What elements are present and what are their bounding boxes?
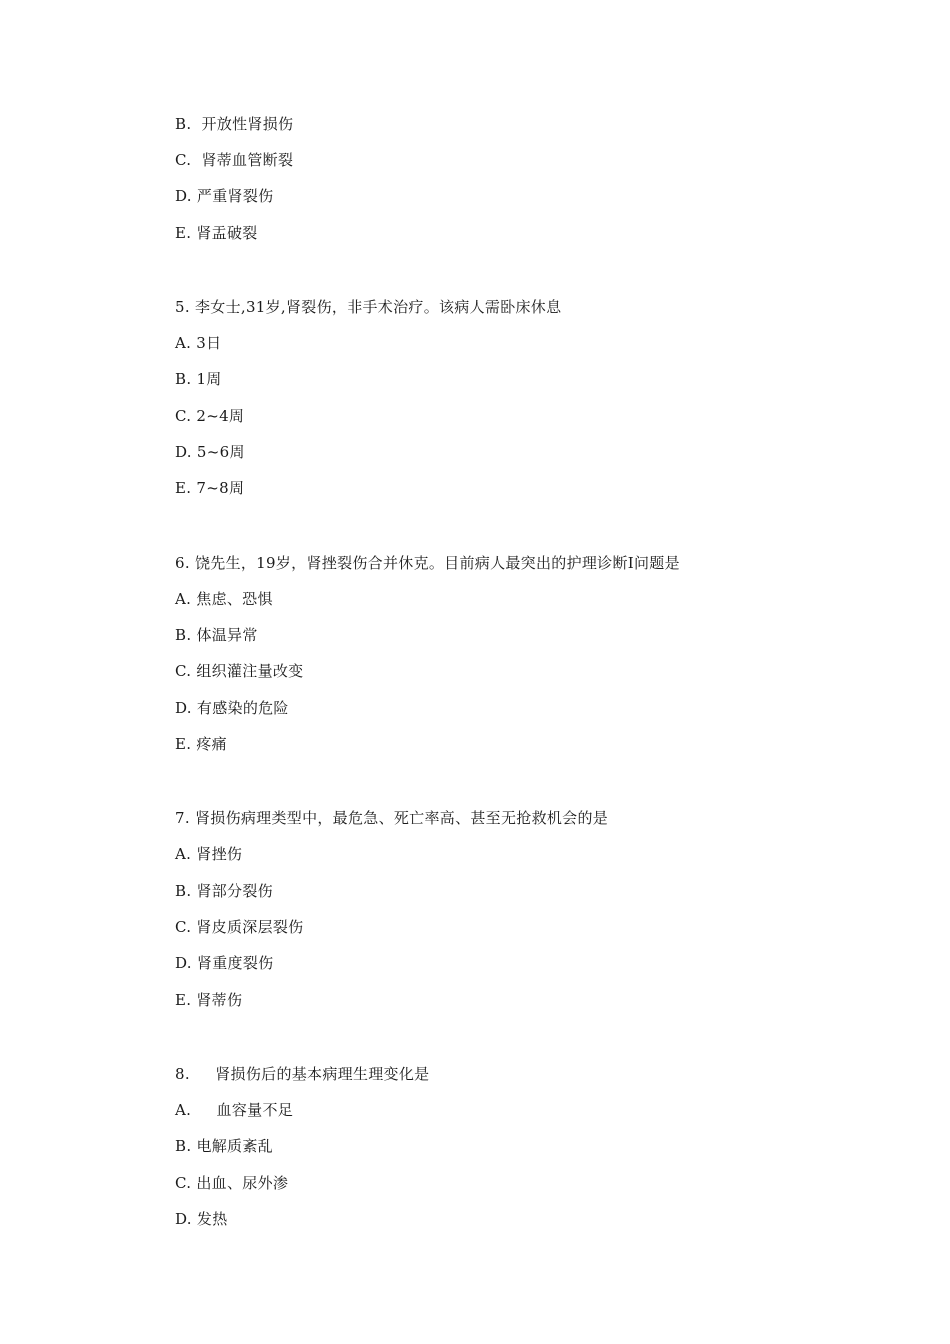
option-line: E. 肾盂破裂: [175, 224, 258, 242]
question-stem: 8. 肾损伤后的基本病理生理变化是: [175, 1065, 430, 1083]
option-line: E. 肾蒂伤: [175, 991, 243, 1009]
question-stem: 6. 饶先生，19岁，肾挫裂伤合并休克。目前病人最突出的护理诊断I问题是: [175, 554, 680, 572]
option-line: C. 组织灌注量改变: [175, 662, 304, 680]
option-line: C. 2~4周: [175, 407, 245, 425]
option-line: A. 肾挫伤: [175, 845, 243, 863]
option-line: E. 7~8周: [175, 479, 245, 497]
option-line: C. 肾皮质深层裂伤: [175, 918, 304, 936]
option-line: C. 出血、尿外渗: [175, 1174, 289, 1192]
option-line: B. 体温异常: [175, 626, 258, 644]
option-line: A. 血容量不足: [175, 1101, 294, 1119]
option-line: A. 焦虑、恐惧: [175, 590, 273, 608]
option-line: B. 肾部分裂伤: [175, 882, 273, 900]
question-stem: 5. 李女士,31岁,肾裂伤，非手术治疗。该病人需卧床休息: [175, 298, 562, 316]
option-line: A. 3日: [175, 334, 222, 352]
option-line: D. 肾重度裂伤: [175, 954, 274, 972]
option-line: B. 开放性肾损伤: [175, 115, 294, 133]
question-stem: 7. 肾损伤病理类型中，最危急、死亡率高、甚至无抢救机会的是: [175, 809, 609, 827]
option-line: D. 有感染的危险: [175, 699, 289, 717]
option-line: B. 电解质紊乱: [175, 1137, 273, 1155]
option-line: D. 发热: [175, 1210, 228, 1228]
option-line: D. 5~6周: [175, 443, 245, 461]
option-line: C. 肾蒂血管断裂: [175, 151, 294, 169]
option-line: E. 疼痛: [175, 735, 227, 753]
option-line: D. 严重肾裂伤: [175, 187, 274, 205]
option-line: B. 1周: [175, 370, 222, 388]
